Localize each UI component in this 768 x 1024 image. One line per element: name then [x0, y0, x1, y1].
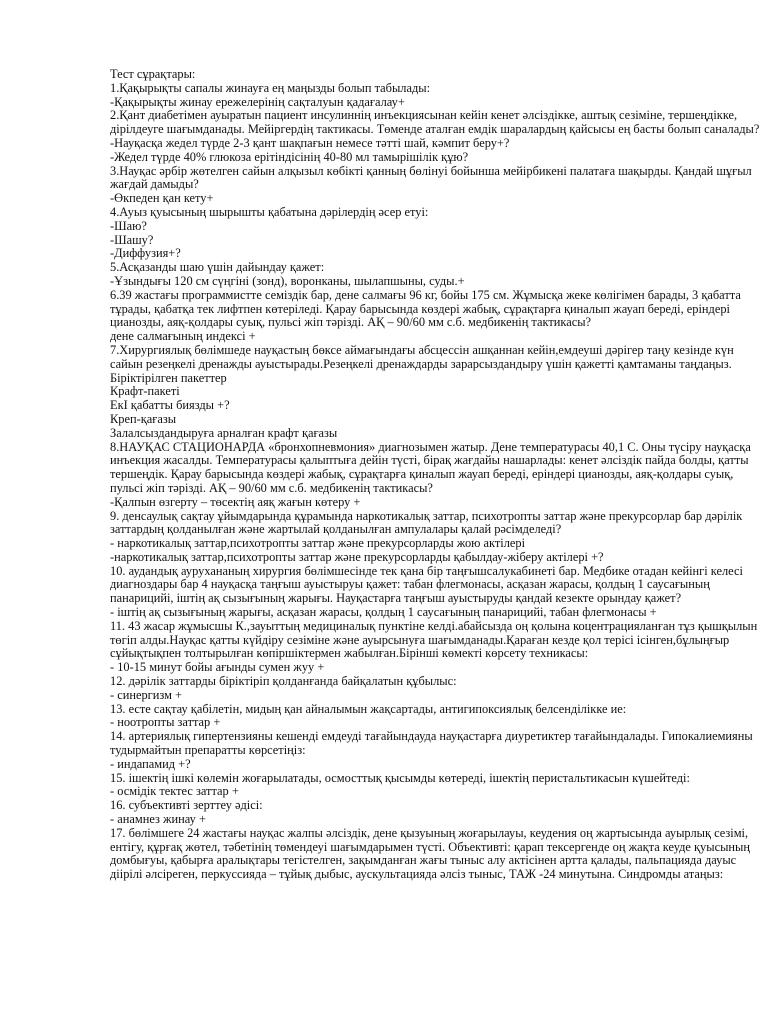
- answer-1: -Қақырықты жинау ережелерінің сақталуын қадағалау+: [110, 94, 405, 109]
- answer-16: - анамнез жинау +: [110, 812, 206, 827]
- answer-2a: -Науқасқа жедел түрде 2-3 қант шақпағын немесе тәтті шай, кәмпит беру+?: [110, 135, 510, 150]
- question-4: 4.Ауыз қуысының шырышты қабатына дәрілердің әсер етуі:: [110, 204, 429, 219]
- question-3: 3.Науқас әрбір жөтелген сайын алқызыл көбікті қанның бөлінуі бойынша мейірбикені палатаға шақырды. Қандай шұғыл жағдай дамыды?: [110, 163, 752, 192]
- question-16: 16. субъективті зерттеу әдісі:: [110, 798, 263, 813]
- answer-15: - осмідік тектес заттар +: [110, 784, 239, 799]
- question-6: 6.39 жастағы программистте семіздік бар, дене салмағы 96 кг, бойы 175 см. Жұмысқа жеке көлігімен барады, 3 қабатта тұрады, қабатқа тек лифтпен көтеріледі. Қарау барысында көздері жабық, сұрақтарға қиналып жауап береді, еріндері цианозды, аяқ-қолдары суық, пульсі жіп тәрізді. АҚ – 90/60 мм с.б. медбикенің тактикасы?: [110, 287, 741, 330]
- option-7c: ЕкІ қабатты биязды +?: [110, 398, 230, 413]
- answer-9b: -наркотикалық заттар,психотропты заттар және прекурсорларды қабылдау-жіберу актілері +?: [110, 549, 604, 564]
- answer-4a: -Шаю?: [110, 218, 147, 233]
- answer-10: - іштің ақ сызығының жарығы, асқазан жарасы, қолдың 1 саусағының панарицийі, табан флегмонасы +: [110, 605, 657, 620]
- answer-4c: -Диффузия+?: [110, 246, 181, 261]
- question-10: 10. аудандық аурухананың хирургия бөлімшесінде тек қана бір таңғышсалукабинеті бар. Медбике отадан кейінгі келесі диагноздары бар 4 науқасқа таңғыш ауыстыруы қажет: табан флегмонасы, асқазан жарасы, қолдың 1 саусағының панарицийі, іштің ақ сызығының жарығы. Науқастарға таңғыш ауыстыруды қандай кезекте орындау қажет?: [110, 563, 743, 606]
- question-2: 2.Қант диабетімен ауыратын пациент инсулиннің инъекциясынан кейін кенет әлсіздікке, аштық сезіміне, тершеңдікке, дірілдеуге шағымданады. Мейіргердің тактикасы. Төменде аталған емдік шаралардың қайсысы ең басты болып саналады?: [110, 108, 760, 137]
- question-11: 11. 43 жасар жұмысшы К.,зауыттың медициналық пунктіне келді.абайсызда оң қолына коцентрацияланған тұз қышқылын төгіп алды.Науқас қатты күйдіру сезіміне және ауырсынуға шағымданады.Қараған кезде қол терісі ісінген,бұлыңғыр сұйықтықпен толтырылған көпіршіктермен жабылған.Бірінші көмекті көрсету техникасы:: [110, 618, 758, 661]
- answer-9a: - наркотикалық заттар,психотропты заттар және прекурсорларды жою актілері: [110, 536, 526, 551]
- answer-11: - 10-15 минут бойы ағынды сумен жуу +: [110, 660, 325, 675]
- document-page: [110, 68, 768, 882]
- answer-8: -Қалпын өзгерту – төсектің аяқ жағын көтеру +: [110, 494, 361, 509]
- question-15: 15. ішектің ішкі көлемін жоғарылатады, осмосттық қысымды көтереді, ішектің перистальтикасын күшейтеді:: [110, 770, 690, 785]
- answer-5: -Ұзындығы 120 см сүңгіні (зонд), воронканы, шылапшыны, суды.+: [110, 273, 465, 288]
- answer-6: дене салмағының индексі +: [110, 329, 256, 344]
- question-7: 7.Хирургиялық бөлімшеде науқастың бөксе аймағындағы абсцессін ашқаннан кейін,емдеуші дәрігер таңу кезінде күн сайын резеңкелі дренажды ауыстырады.Резеңкелі дренаждарды зарарсыздандыру үшін қажетті қамтаманы таңдаңыз.: [110, 342, 734, 371]
- option-7a: Біріктірілген пакеттер: [110, 370, 227, 385]
- answer-4b: -Шашу?: [110, 232, 154, 247]
- question-1: 1.Қақырықты сапалы жинауға ең маңызды болып табылады:: [110, 80, 431, 95]
- doc-heading: Тест сұрақтары:: [110, 67, 196, 81]
- answer-12: - синергизм +: [110, 687, 183, 702]
- question-5: 5.Асқазанды шаю үшін дайындау қажет:: [110, 260, 325, 275]
- option-7b: Крафт-пакеті: [110, 384, 180, 399]
- question-17: 17. бөлімшеге 24 жастағы науқас жалпы әлсіздік, дене қызуының жоғарылауы, кеудения оң жартысында ауырлық сезімі, ентігу, құрғақ жөтел, тәбетінің төмендеуі шағымдарымен түсті. Объективті: қарап тексергенде оң жақта кеуде қуысының домбығуы, қабырға аралықтары тегістелген, зақымданған жағы тыныс алу актісінен артта қалады, пальпацияда дауыс діірілі әлсіреген, перкуссияда – тұйық дыбыс, аускультацияда әлсіз тыныс, ТАЖ -24 минутына. Синдромды атаңыз:: [110, 825, 750, 882]
- option-7d: Креп-қағазы: [110, 411, 177, 426]
- question-12: 12. дәрілік заттарды біріктіріп қолданғанда байқалатын құбылыс:: [110, 674, 457, 689]
- answer-2b: -Жедел түрде 40% глюкоза ерітіндісінің 40-80 мл тамырішілік құю?: [110, 149, 469, 164]
- answer-13: - ноотропты заттар +: [110, 715, 221, 730]
- answer-3: -Өкпеден қан кету+: [110, 191, 214, 206]
- option-7e: Залалсыздандыруға арналған крафт қағазы: [110, 425, 338, 440]
- question-14: 14. артериялық гипертензияны кешенді емдеуді тағайындауда науқастарға диуретиктер тағайындалады. Гипокалиемияны тудырмайтын препаратты көрсетіңіз:: [110, 729, 753, 758]
- question-13: 13. есте сақтау қабілетін, мидың қан айналымын жақсартады, антигипоксиялық белсенділікке ие:: [110, 701, 627, 716]
- question-9: 9. денсаулық сақтау ұйымдарында құрамында наркотикалық заттар, психотропты заттар және прекурсорлар бар дәрілік заттардың қолданылған және жартылай қолданылған ампулалары қалай рәсімделеді?: [110, 508, 743, 537]
- answer-14: - индапамид +?: [110, 756, 191, 771]
- question-8: 8.НАУҚАС СТАЦИОНАРДА «бронхопневмония» диагнозымен жатыр. Дене температурасы 40,1 С. Оны түсіру науқасқа инъекция жасалды. Температурасы қалыптыға дейін түсті, бірақ жағдайы нашарлады: кенет әлсіздік пайда болды, қатты тершеңдік. Қарау барысында көздері жабық, сұрақтарға қиналып жауап береді, еріндері цианозды, аяқ-қолдары суық, пульсі жіп тәрізді. АҚ – 90/60 мм с.б. медбикенің тактикасы?: [110, 439, 751, 495]
